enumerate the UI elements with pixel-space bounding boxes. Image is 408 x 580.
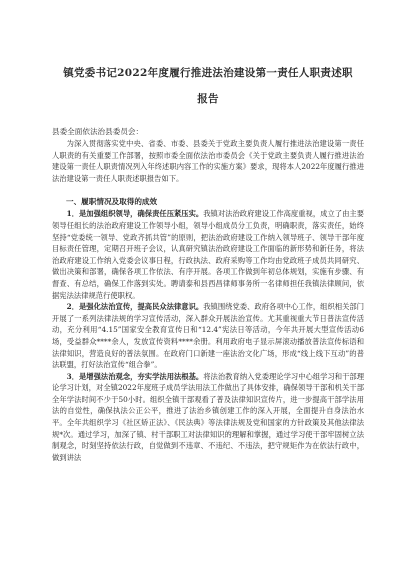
section-body: 将法治教育纳入党委理论学习中心组学习和干部理论学习计划，对全镇2022年度班子成员学法用法工作做出了具体安排，确保领导干部和机关干部全年学法时间不少于50小时。组织全镇干部观看了普及法律知识宣传片，进一步提高干部学法用法的自觉性，确保执法公正公平，推进了法治乡镇创建工作的深入开展，全面提升自身法治水平。全年共组织学习《社区矫正法》、《民法典》等法律法规及党和国家的方针政策及其他法律法规*次。通过学习，加深了镇、村干部职工对法律知识的理解和掌握，通过学习使干部牢固树立法制观念，时刻坚持依法行政，自觉做到不违章、不违纪、不违法，把守规矩作为在依法行政中，做到讲法: [52, 371, 365, 462]
section-heading: 一、履职情况及取得的成效: [66, 197, 158, 207]
section-paragraph-1: [52, 208, 364, 301]
document-title-continued: 报告: [197, 93, 219, 105]
section-lead: 3．是增强法治观念，夯实学法用法根基。: [66, 371, 204, 381]
section-body: 我镇围绕党委、政府各项中心工作，组织相关部门开展了一系列法律法规的学习宣传活动，深入群众开展法治宣传。尤其重视重大节日普法宣传活动，充分利用“4.15”国家安全教育宣传日和“12.4”宪法日等活动，今年共开展大型宣传活动6场，受益群众****余人，发放宣传资料****余册。利用政府电子显示屏滚动播放普法宣传标语和法律知识，营造良好的普法氛围。在政府门口新建一座法治文化广场，形成“线上线下互动”的普法联盟，打好法治宣传“组合拳”。: [52, 302, 365, 370]
section-paragraph-2: [52, 301, 364, 371]
section-lead: 1．是加强组织领导，确保责任压紧压实。: [66, 209, 204, 219]
section-paragraph-3: [52, 371, 364, 464]
section-lead: 2．是强化法治宣传，提高民众法律意识。: [66, 302, 204, 312]
intro-paragraph: 为深入贯彻落实党中央、省委、市委、县委关于党政主要负责人履行推进法治建设第一责任人职责的有关重要工作部署，按照市委全面依法治市委员会《关于党政主要负责人履行推进法治建设第一责任人职责情况列入年终述职内容工作的实施方案》要求，现将本人2022年度履行推进法治建设第一责任人职责述职报告如下。: [52, 139, 364, 183]
section-body: 我镇对法治政府建设工作高度重视，成立了由主要领导任组长的法治政府建设工作领导小组，领导小组成员分工负责，明确职责，落实责任，始终坚持“党委统一领导、党政齐抓共管”的原则，把法治政府建设工作纳入领导班子、领导干部年度目标责任管理，定期召开班子会议，认真研究镇法治政府建设工作面临的新形势和新任务，将法治政府建设工作纳入党委会议事日程，行政执法、政府采购等工作均由党政班子成员共同研究、做出决策和部署，确保各项工作依法、有序开展。各项工作做到年初总体规划，实施有步骤、有督查、有总结，确保工作落到实处。聘请泰和县西昌律师事务所一名律师担任我镇法律顾问，依据宪法法律规范行使职权。: [52, 209, 365, 300]
addressee: 县委全面依法治县委员会：: [52, 127, 144, 136]
document-title: 镇党委书记2022年度履行推进法治建设第一责任人职责述职: [63, 67, 353, 79]
